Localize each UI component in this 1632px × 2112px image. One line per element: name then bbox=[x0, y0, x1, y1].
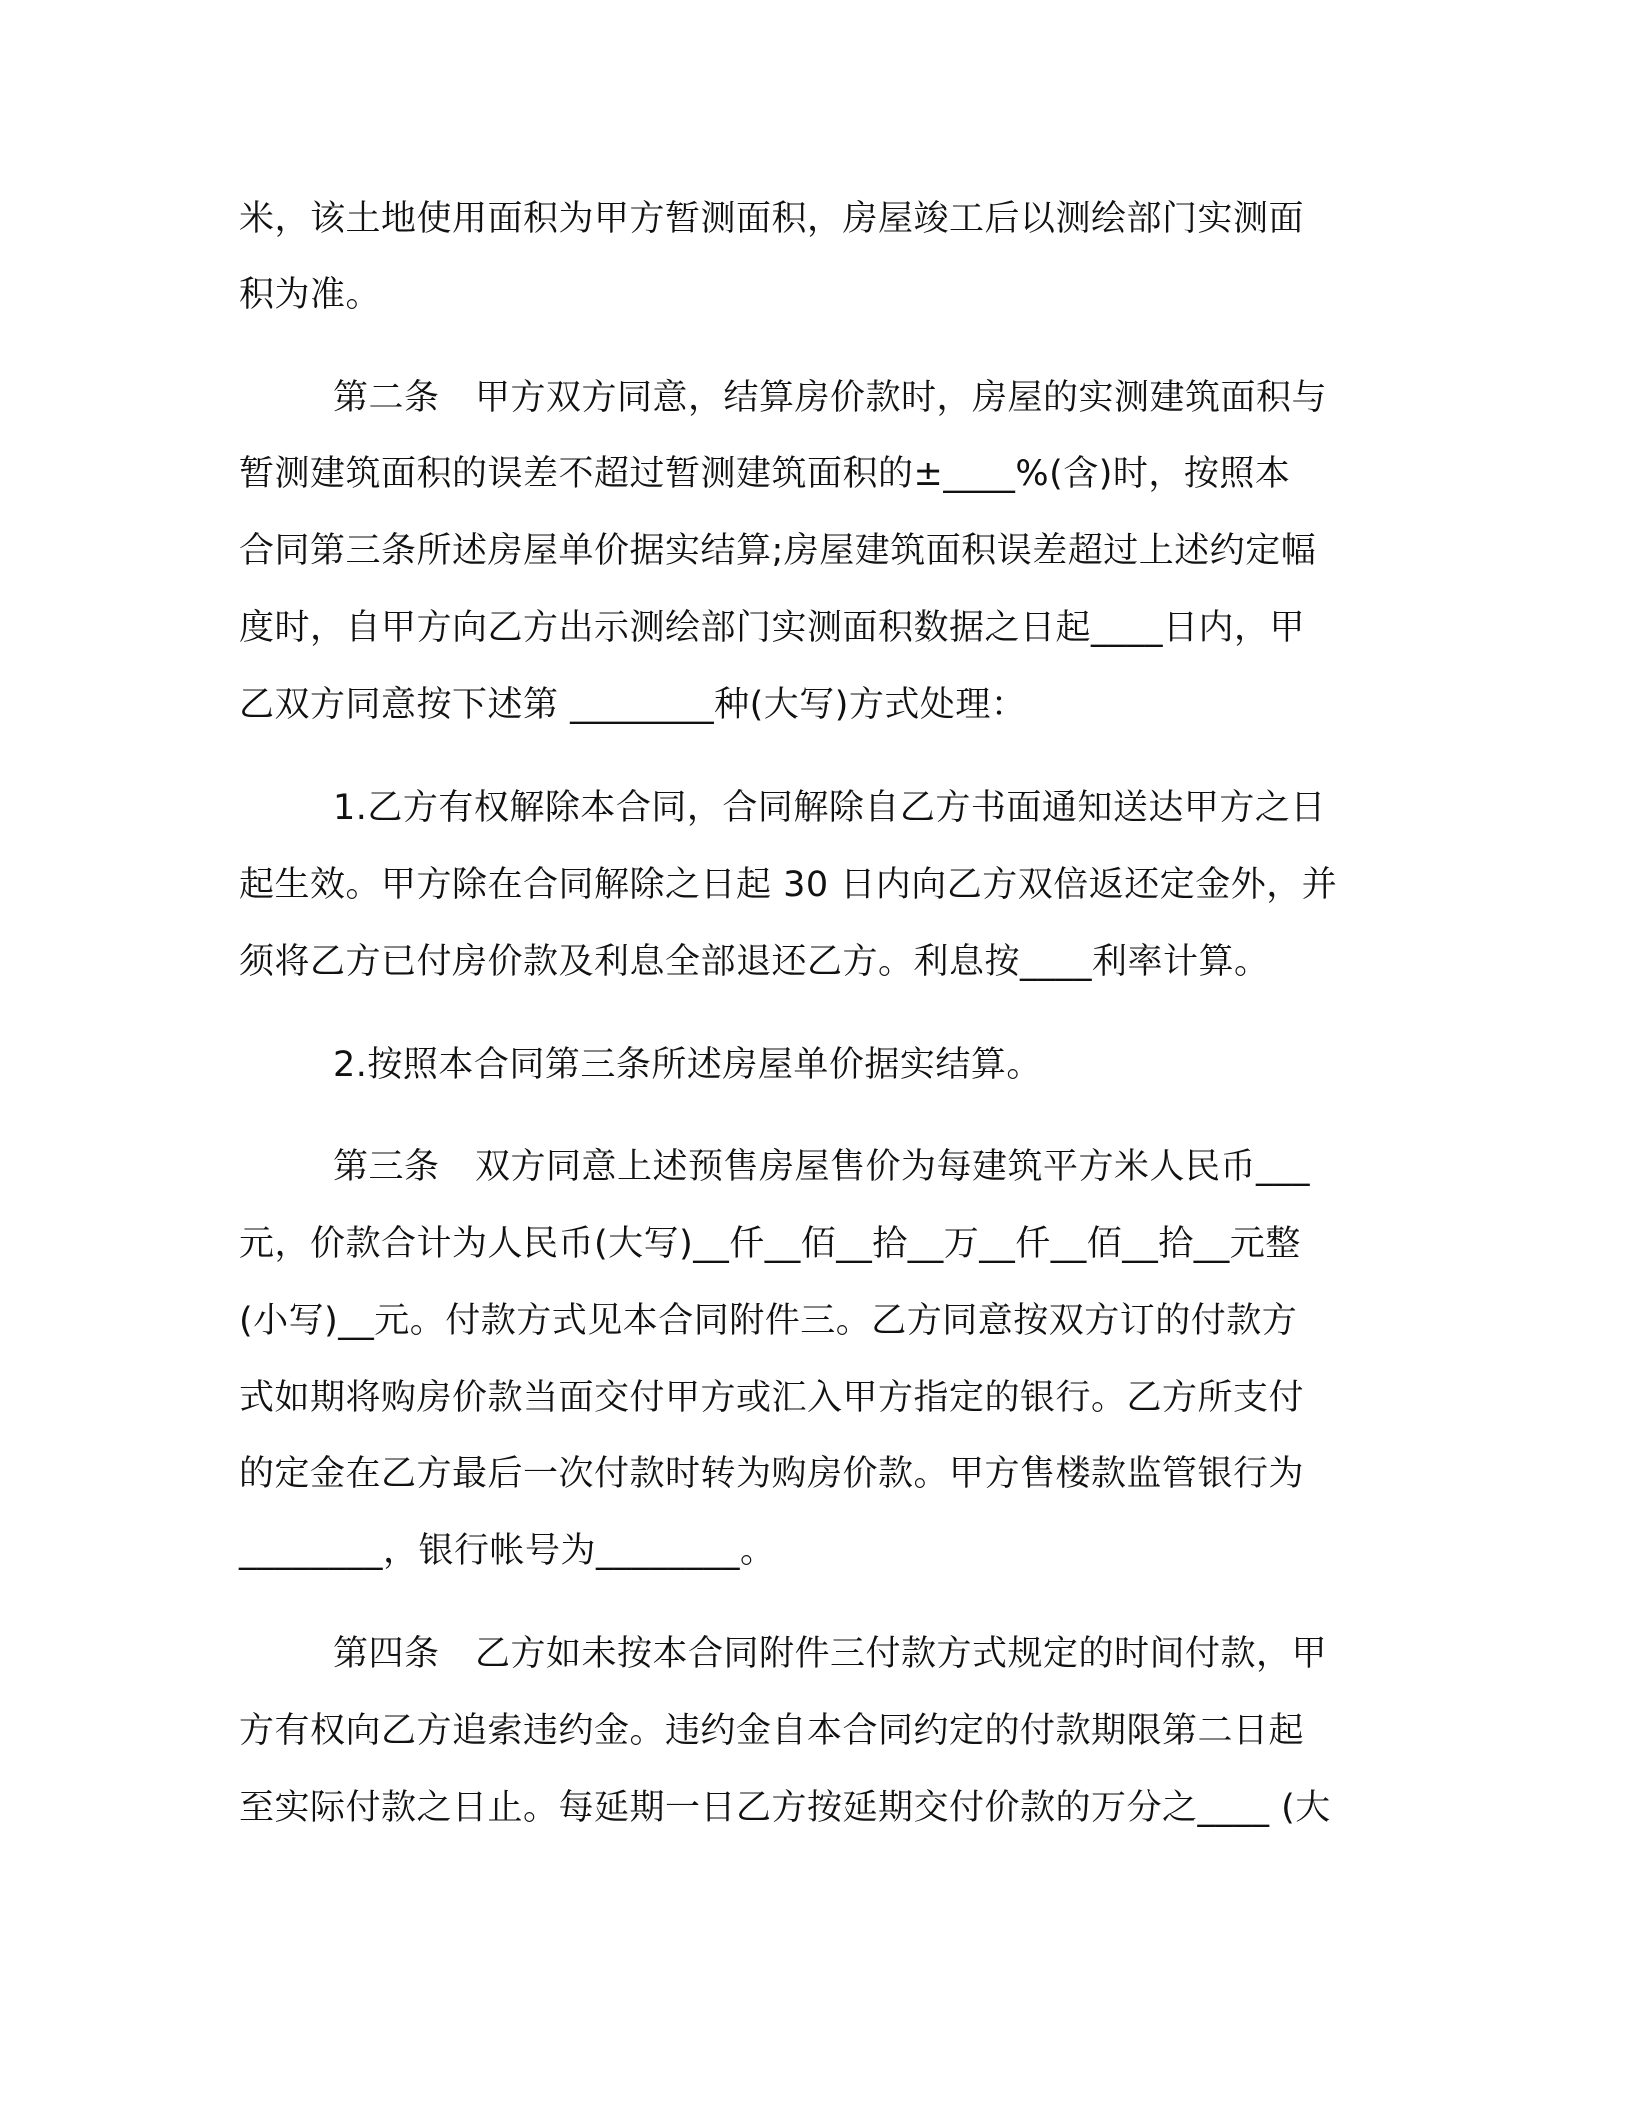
text-line: 的定金在乙方最后一次付款时转为购房价款。甲方售楼款监管银行为 bbox=[239, 1454, 1305, 1494]
text-line: (小写)__元。付款方式见本合同附件三。乙方同意按双方订的付款方 bbox=[239, 1301, 1298, 1341]
text-line: 至实际付款之日止。每延期一日乙方按延期交付价款的万分之____ (大 bbox=[239, 1788, 1331, 1828]
text-line: 米，该土地使用面积为甲方暂测面积，房屋竣工后以测绘部门实测面 bbox=[239, 199, 1305, 239]
text-line: 乙双方同意按下述第 ________种(大写)方式处理： bbox=[239, 685, 1027, 725]
option-1-line: 1.乙方有权解除本合同，合同解除自乙方书面通知送达甲方之日 bbox=[333, 788, 1326, 828]
text-line: 暂测建筑面积的误差不超过暂测建筑面积的±____%(含)时，按照本 bbox=[239, 454, 1291, 494]
text-line: 式如期将购房价款当面交付甲方或汇入甲方指定的银行。乙方所支付 bbox=[239, 1378, 1305, 1418]
article-4-heading-line: 第四条 乙方如未按本合同附件三付款方式规定的时间付款，甲 bbox=[333, 1634, 1328, 1674]
text-line: 须将乙方已付房价款及利息全部退还乙方。利息按____利率计算。 bbox=[239, 942, 1270, 982]
text-line: ________，银行帐号为________。 bbox=[239, 1531, 776, 1571]
text-line: 度时，自甲方向乙方出示测绘部门实测面积数据之日起____日内，甲 bbox=[239, 608, 1306, 648]
text-line: 方有权向乙方追索违约金。违约金自本合同约定的付款期限第二日起 bbox=[239, 1711, 1305, 1751]
text-line: 合同第三条所述房屋单价据实结算;房屋建筑面积误差超过上述约定幅 bbox=[239, 531, 1317, 571]
article-3-heading-line: 第三条 双方同意上述预售房屋售价为每建筑平方米人民币___ bbox=[333, 1147, 1311, 1187]
article-2-heading-line: 第二条 甲方双方同意，结算房价款时，房屋的实测建筑面积与 bbox=[333, 378, 1328, 418]
text-line: 积为准。 bbox=[239, 275, 382, 315]
text-line: 元，价款合计为人民币(大写)__仟__佰__拾__万__仟__佰__拾__元整 bbox=[239, 1224, 1301, 1264]
option-2-line: 2.按照本合同第三条所述房屋单价据实结算。 bbox=[333, 1045, 1042, 1085]
text-line: 起生效。甲方除在合同解除之日起 30 日内向乙方双倍返还定金外，并 bbox=[239, 865, 1338, 905]
